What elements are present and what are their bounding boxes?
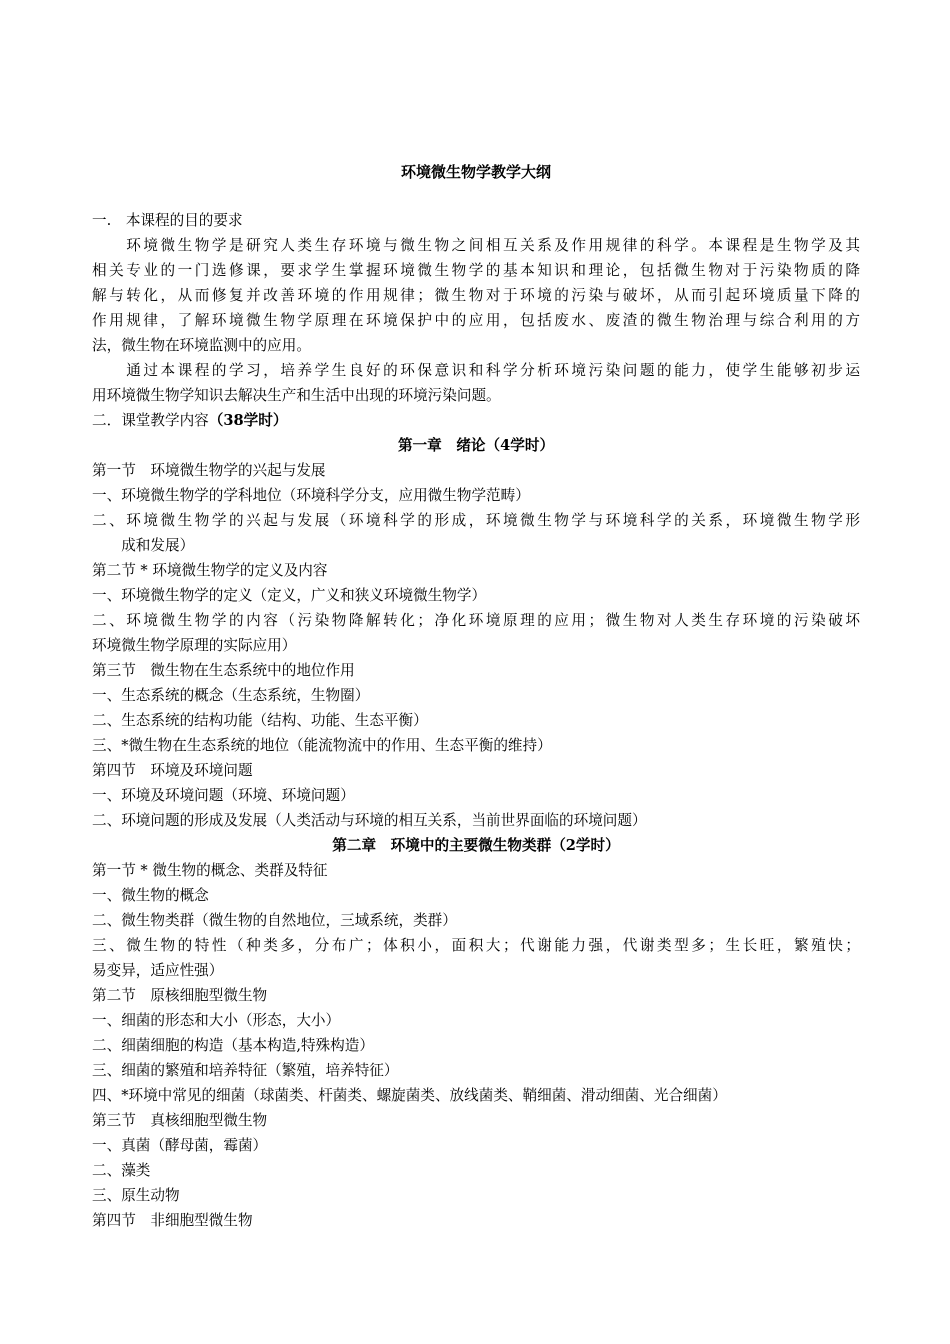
section-heading-2 — [92, 411, 287, 431]
outline-line: 二、环境微生物学的兴起与发展（环境科学的形成，环境微生物学与环境科学的关系，环境微生物学形 — [92, 512, 860, 529]
chapter-1-title: 第一章 绪论（4学时） — [397, 437, 555, 454]
outline-line: 二、微生物类群（微生物的自然地位，三域系统，类群） — [92, 912, 457, 929]
outline-line: 三、原生动物 — [92, 1187, 180, 1204]
outline-line: 二、细菌细胞的构造（基本构造,特殊构造） — [92, 1037, 374, 1054]
outline-line: 二、藻类 — [92, 1162, 151, 1179]
outline-line: 三、微生物的特性（种类多，分布广；体积小，面积大；代谢能力强，代谢类型多；生长旺，繁殖快； — [92, 937, 860, 954]
outline-line: 第四节 非细胞型微生物 — [92, 1212, 253, 1229]
paragraph-line: 法，微生物在环境监测中的应用。 — [92, 337, 311, 354]
outline-line: 一、环境微生物学的定义（定义，广义和狭义环境微生物学） — [92, 587, 487, 604]
outline-line: 一、微生物的概念 — [92, 887, 209, 904]
paragraph-line: 解与转化，从而修复并改善环境的作用规律；微生物对于环境的污染与破坏，从而引起环境质量下降的 — [92, 287, 860, 304]
outline-line: 一、真菌（酵母菌，霉菌） — [92, 1137, 268, 1154]
section-heading-1: 一. 本课程的目的要求 — [92, 212, 243, 229]
paragraph-line: 环境微生物学是研究人类生存环境与微生物之间相互关系及作用规律的科学。本课程是生物学及其 — [92, 237, 860, 254]
outline-line: 第四节 环境及环境问题 — [92, 762, 253, 779]
outline-line: 四、*环境中常见的细菌（球菌类、杆菌类、螺旋菌类、放线菌类、鞘细菌、滑动细菌、光合细菌） — [92, 1087, 727, 1104]
outline-line: 第三节 微生物在生态系统中的地位作用 — [92, 662, 355, 679]
outline-line: 二、生态系统的结构功能（结构、功能、生态平衡） — [92, 712, 428, 729]
outline-line: 第三节 真核细胞型微生物 — [92, 1112, 268, 1129]
outline-line: 第一节 * 微生物的概念、类群及特征 — [92, 862, 328, 879]
paragraph-line: 用环境微生物学知识去解决生产和生活中出现的环境污染问题。 — [92, 387, 501, 404]
paragraph-line: 通过本课程的学习，培养学生良好的环保意识和科学分析环境污染问题的能力，使学生能够初步运 — [92, 362, 860, 379]
outline-line: 一、细菌的形态和大小（形态，大小） — [92, 1012, 341, 1029]
document-title: 环境微生物学教学大纲 — [400, 163, 551, 181]
outline-line: 易变异，适应性强） — [92, 962, 224, 979]
outline-line: 环境微生物学原理的实际应用） — [92, 637, 297, 654]
outline-line: 一、生态系统的概念（生态系统，生物圈） — [92, 687, 370, 704]
outline-line: 第一节 环境微生物学的兴起与发展 — [92, 462, 326, 479]
outline-line: 第二节 * 环境微生物学的定义及内容 — [92, 562, 328, 579]
section-heading-2-text: 二．课堂教学内容 — [92, 412, 209, 429]
section-heading-2-hours: （38学时） — [208, 412, 288, 429]
outline-line: 成和发展） — [92, 537, 195, 554]
paragraph-line: 作用规律，了解环境微生物学原理在环境保护中的应用，包括废水、废渣的微生物治理与综合利用的方 — [92, 312, 860, 329]
chapter-2-title: 第二章 环境中的主要微生物类群（2学时） — [332, 837, 620, 854]
outline-line: 三、细菌的繁殖和培养特征（繁殖，培养特征） — [92, 1062, 399, 1079]
outline-line: 一、环境微生物学的学科地位（环境科学分支，应用微生物学范畴） — [92, 487, 530, 504]
paragraph-line: 相关专业的一门选修课，要求学生掌握环境微生物学的基本知识和理论，包括微生物对于污染物质的降 — [92, 262, 860, 279]
outline-line: 二、环境问题的形成及发展（人类活动与环境的相互关系，当前世界面临的环境问题） — [92, 812, 647, 829]
outline-line: 第二节 原核细胞型微生物 — [92, 987, 268, 1004]
outline-line: 一、环境及环境问题（环境、环境问题） — [92, 787, 355, 804]
outline-line: 二、环境微生物学的内容（污染物降解转化；净化环境原理的应用；微生物对人类生存环境的污染破坏 — [92, 612, 860, 629]
outline-line: 三、*微生物在生态系统的地位（能流物流中的作用、生态平衡的维持） — [92, 737, 552, 754]
